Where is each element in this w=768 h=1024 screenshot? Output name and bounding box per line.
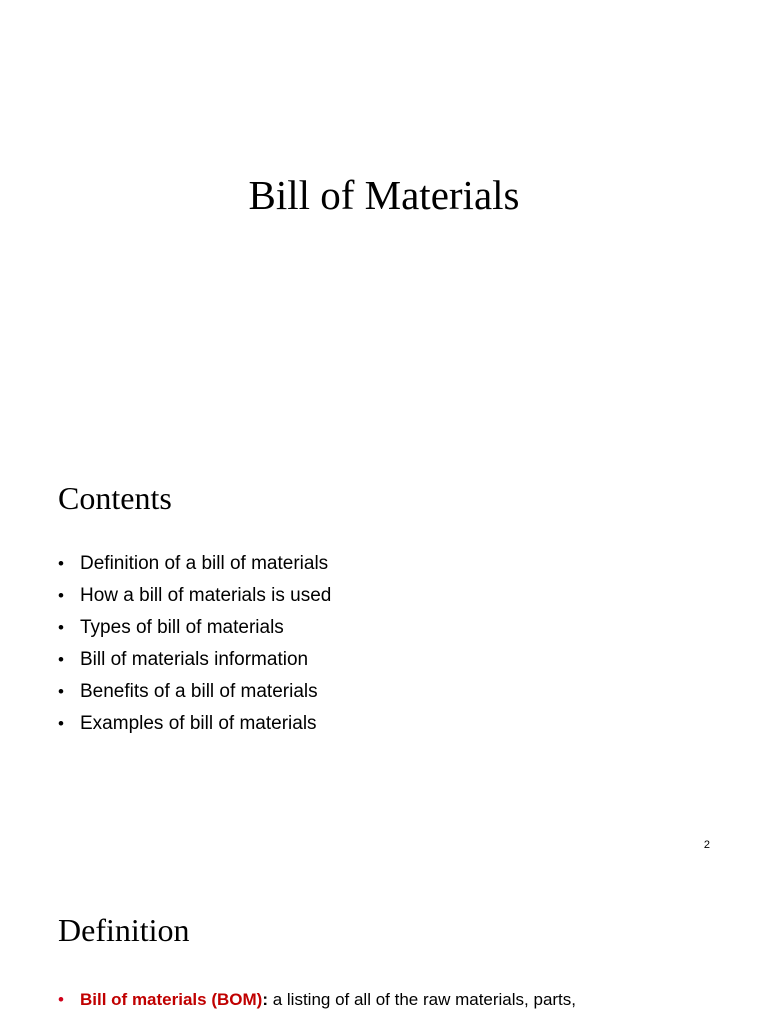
list-item	[58, 676, 331, 708]
list-item-text: How a bill of materials is used	[80, 585, 332, 606]
definition-term: Bill of materials (BOM)	[80, 990, 263, 1009]
contents-list	[58, 548, 331, 740]
contents-slide	[0, 430, 768, 860]
definition-list	[58, 986, 576, 1014]
definition-colon: :	[262, 990, 268, 1009]
list-item	[58, 708, 331, 740]
bullet-icon: •	[58, 554, 64, 573]
title-slide	[0, 0, 768, 430]
presentation-title: Bill of Materials	[248, 172, 520, 218]
list-item-text: Benefits of a bill of materials	[80, 681, 318, 702]
bullet-icon: •	[58, 714, 64, 733]
list-item	[58, 612, 331, 644]
list-item-text: Bill of materials information	[80, 649, 309, 670]
list-item	[58, 644, 331, 676]
slide-number: 2	[703, 839, 710, 851]
list-item-text: Types of bill of materials	[80, 617, 284, 638]
definition-heading: Definition	[58, 912, 190, 948]
list-item	[58, 548, 331, 580]
list-item	[58, 986, 576, 1014]
list-item-text: Examples of bill of materials	[80, 713, 317, 734]
bullet-icon: •	[58, 586, 64, 605]
definition-text: a listing of all of the raw materials, parts,	[267, 990, 577, 1009]
bullet-icon: •	[58, 650, 64, 669]
bullet-icon: •	[58, 682, 64, 701]
bullet-icon: •	[58, 990, 64, 1009]
list-item-text: Definition of a bill of materials	[80, 553, 329, 574]
contents-heading: Contents	[58, 480, 172, 516]
definition-slide	[0, 860, 768, 1024]
list-item	[58, 580, 331, 612]
bullet-icon: •	[58, 618, 64, 637]
